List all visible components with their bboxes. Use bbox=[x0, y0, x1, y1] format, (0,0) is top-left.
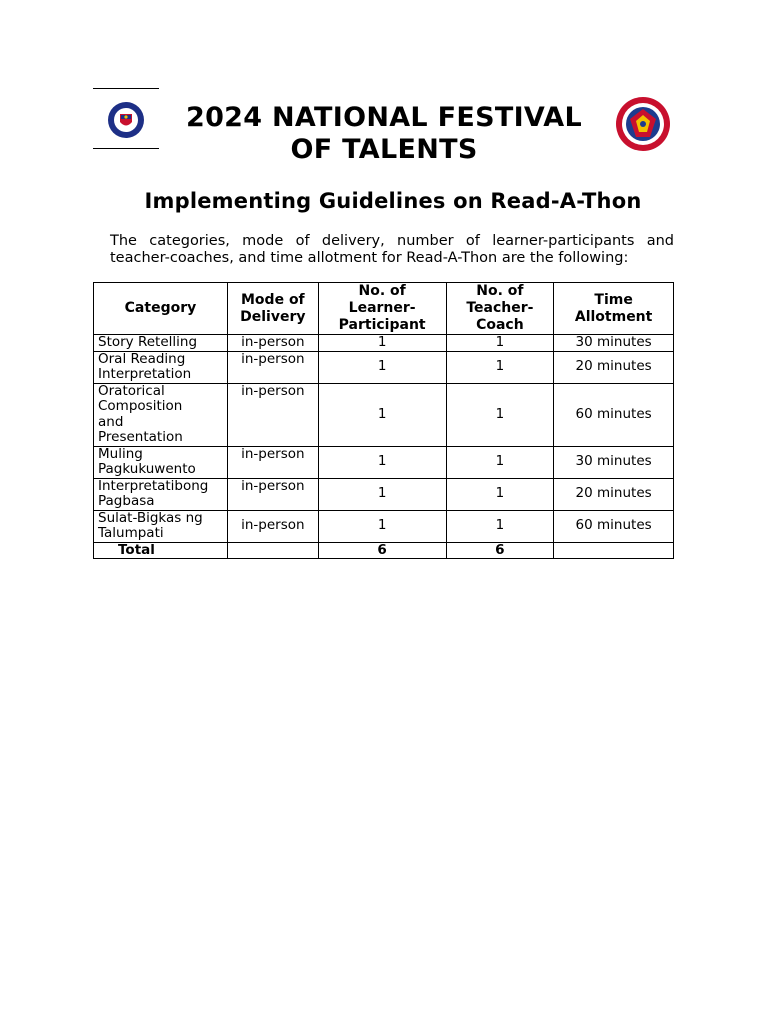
logo-top-rule bbox=[93, 88, 159, 89]
total-coach-cell: 6 bbox=[446, 542, 554, 559]
header-learner: No. of Learner-Participant bbox=[318, 283, 446, 335]
mode-cell: in-person bbox=[227, 351, 318, 383]
table-row bbox=[94, 478, 674, 510]
total-label: Total bbox=[94, 542, 228, 559]
logo-bottom-rule bbox=[93, 148, 159, 149]
time-cell: 30 minutes bbox=[554, 335, 674, 352]
right-logo bbox=[614, 95, 672, 153]
header-time: Time Allotment bbox=[554, 283, 674, 335]
time-cell: 20 minutes bbox=[554, 351, 674, 383]
learner-cell: 1 bbox=[318, 510, 446, 542]
table-row bbox=[94, 510, 674, 542]
category-cell: Oratorical Composition and Presentation bbox=[94, 383, 228, 446]
time-cell: 30 minutes bbox=[554, 446, 674, 478]
mode-cell: in-person bbox=[227, 335, 318, 352]
mode-cell: in-person bbox=[227, 383, 318, 446]
category-cell: Interpretatibong Pagbasa bbox=[94, 478, 228, 510]
total-time-cell bbox=[554, 542, 674, 559]
coach-cell: 1 bbox=[446, 446, 554, 478]
mode-cell: in-person bbox=[227, 478, 318, 510]
mode-cell: in-person bbox=[227, 446, 318, 478]
coach-cell: 1 bbox=[446, 383, 554, 446]
category-cell: Sulat-Bigkas ng Talumpati bbox=[94, 510, 228, 542]
table-row bbox=[94, 351, 674, 383]
guidelines-table bbox=[93, 282, 674, 559]
table-row bbox=[94, 446, 674, 478]
page-title bbox=[170, 102, 598, 166]
deped-seal-icon bbox=[107, 92, 145, 148]
coach-cell: 1 bbox=[446, 510, 554, 542]
coach-cell: 1 bbox=[446, 335, 554, 352]
learner-cell: 1 bbox=[318, 383, 446, 446]
header-coach: No. of Teacher-Coach bbox=[446, 283, 554, 335]
coach-cell: 1 bbox=[446, 478, 554, 510]
learner-cell: 1 bbox=[318, 351, 446, 383]
total-mode-cell bbox=[227, 542, 318, 559]
mode-cell: in-person bbox=[227, 510, 318, 542]
category-cell: Muling Pagkukuwento bbox=[94, 446, 228, 478]
table-header-row bbox=[94, 283, 674, 335]
category-cell: Story Retelling bbox=[94, 335, 228, 352]
title-line-1: 2024 NATIONAL FESTIVAL bbox=[185, 102, 583, 133]
table-row bbox=[94, 383, 674, 446]
time-cell: 20 minutes bbox=[554, 478, 674, 510]
left-logo bbox=[93, 88, 159, 150]
category-cell: Oral Reading Interpretation bbox=[94, 351, 228, 383]
header-mode: Mode of Delivery bbox=[227, 283, 318, 335]
section-subtitle: Implementing Guidelines on Read-A-Thon bbox=[144, 189, 642, 213]
table-row bbox=[94, 335, 674, 352]
festival-of-talents-logo-icon bbox=[614, 95, 672, 153]
learner-cell: 1 bbox=[318, 446, 446, 478]
document-header bbox=[0, 0, 768, 180]
time-cell: 60 minutes bbox=[554, 510, 674, 542]
title-line-2: OF TALENTS bbox=[290, 134, 478, 165]
intro-paragraph: The categories, mode of delivery, number of learner-participants and teacher-coaches, and time allotment for Read-A-Thon are the following: bbox=[110, 233, 674, 266]
learner-cell: 1 bbox=[318, 335, 446, 352]
total-row bbox=[94, 542, 674, 559]
learner-cell: 1 bbox=[318, 478, 446, 510]
header-category: Category bbox=[94, 283, 228, 335]
total-learner-cell: 6 bbox=[318, 542, 446, 559]
coach-cell: 1 bbox=[446, 351, 554, 383]
time-cell: 60 minutes bbox=[554, 383, 674, 446]
